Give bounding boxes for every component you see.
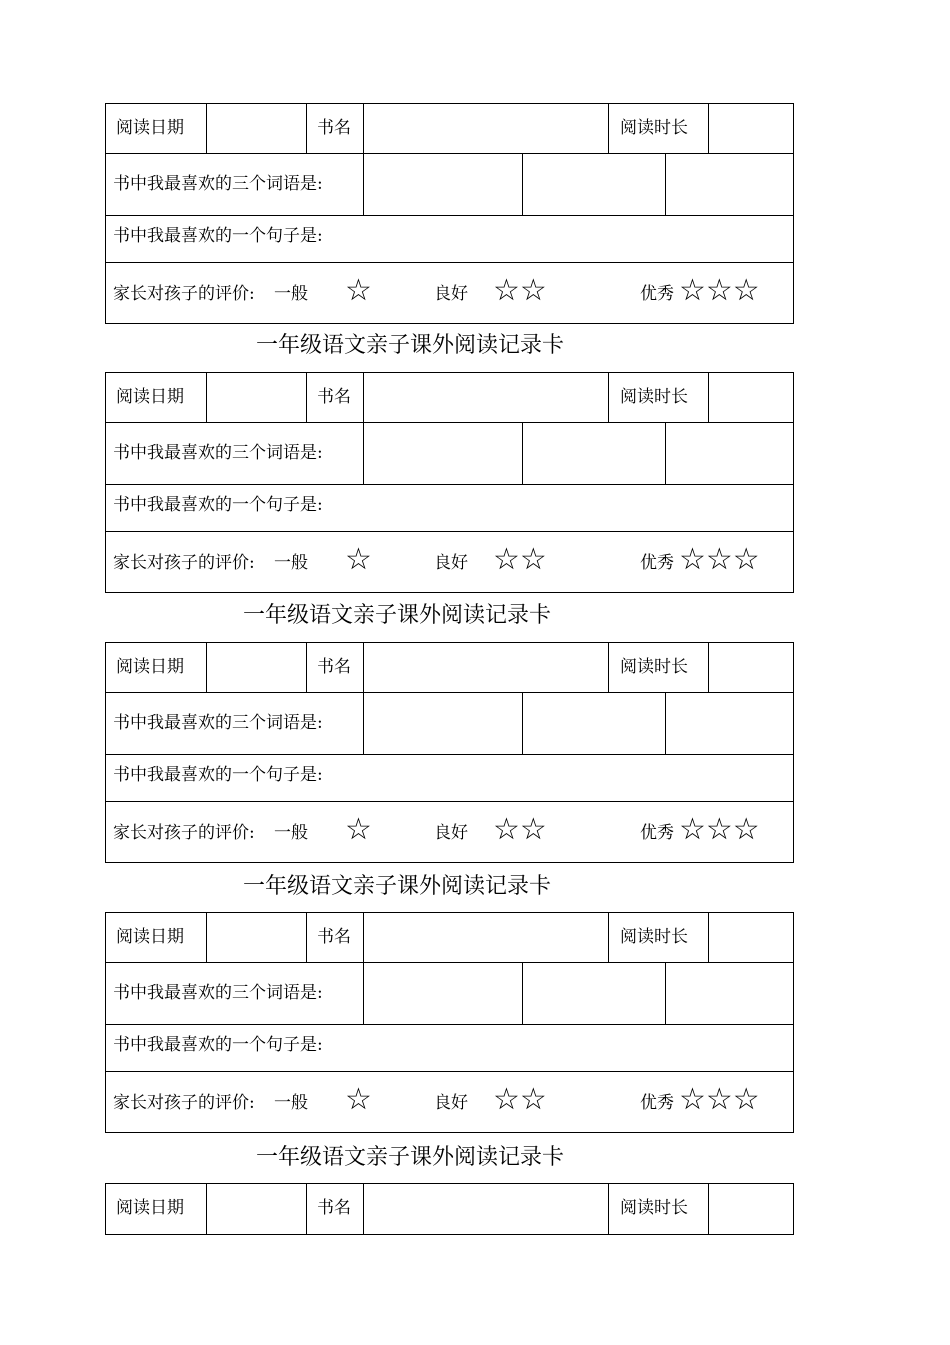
words-row [106, 693, 793, 755]
level-excellent-label: 优秀 [640, 284, 674, 304]
sentence-row [106, 216, 793, 263]
two-star-icon: ☆☆ [493, 273, 547, 308]
level-excellent-label: 优秀 [640, 1093, 674, 1113]
date-label: 阅读日期 [116, 657, 184, 677]
duration-label: 阅读时长 [620, 118, 688, 138]
sentence-label: 书中我最喜欢的一个句子是: [113, 226, 323, 246]
card-title: 一年级语文亲子课外阅读记录卡 [243, 603, 552, 628]
card-table [105, 642, 794, 863]
duration-label: 阅读时长 [620, 657, 688, 677]
three-star-icon: ☆☆☆ [679, 542, 760, 577]
header-row [106, 913, 793, 963]
book-label: 书名 [317, 657, 351, 677]
level-general-label: 一般 [274, 553, 308, 573]
evaluation-label: 家长对孩子的评价: [113, 553, 255, 573]
book-label: 书名 [317, 118, 351, 138]
level-good-label: 良好 [434, 284, 468, 304]
reading-card-3 [105, 642, 794, 863]
one-star-icon: ☆ [345, 542, 372, 577]
reading-card-1 [105, 103, 794, 324]
level-excellent-label: 优秀 [640, 553, 674, 573]
date-label: 阅读日期 [116, 927, 184, 947]
one-star-icon: ☆ [345, 812, 372, 847]
evaluation-row [106, 263, 793, 323]
duration-label: 阅读时长 [620, 1198, 688, 1218]
sentence-label: 书中我最喜欢的一个句子是: [113, 1035, 323, 1055]
book-label: 书名 [317, 927, 351, 947]
evaluation-row [106, 532, 793, 592]
level-excellent-label: 优秀 [640, 823, 674, 843]
header-row [106, 373, 793, 423]
two-star-icon: ☆☆ [493, 812, 547, 847]
level-good-label: 良好 [434, 823, 468, 843]
level-general-label: 一般 [274, 823, 308, 843]
evaluation-row [106, 1072, 793, 1132]
level-general-label: 一般 [274, 1093, 308, 1113]
words-label: 书中我最喜欢的三个词语是: [113, 713, 323, 733]
three-star-icon: ☆☆☆ [679, 812, 760, 847]
header-row [106, 643, 793, 693]
book-label: 书名 [317, 1198, 351, 1218]
level-general-label: 一般 [274, 284, 308, 304]
one-star-icon: ☆ [345, 273, 372, 308]
card-table [105, 372, 794, 593]
header-row [106, 1184, 793, 1234]
reading-card-5 [105, 1183, 794, 1235]
reading-card-2 [105, 372, 794, 593]
level-good-label: 良好 [434, 553, 468, 573]
card-table [105, 103, 794, 324]
date-label: 阅读日期 [116, 387, 184, 407]
sentence-row [106, 1025, 793, 1072]
date-label: 阅读日期 [116, 118, 184, 138]
card-title: 一年级语文亲子课外阅读记录卡 [256, 333, 565, 358]
duration-label: 阅读时长 [620, 927, 688, 947]
words-row [106, 423, 793, 485]
words-label: 书中我最喜欢的三个词语是: [113, 443, 323, 463]
words-row [106, 963, 793, 1025]
book-label: 书名 [317, 387, 351, 407]
two-star-icon: ☆☆ [493, 542, 547, 577]
three-star-icon: ☆☆☆ [679, 273, 760, 308]
sentence-label: 书中我最喜欢的一个句子是: [113, 495, 323, 515]
sentence-label: 书中我最喜欢的一个句子是: [113, 765, 323, 785]
date-label: 阅读日期 [116, 1198, 184, 1218]
two-star-icon: ☆☆ [493, 1082, 547, 1117]
card-table [105, 912, 794, 1133]
card-table [105, 1183, 794, 1235]
evaluation-label: 家长对孩子的评价: [113, 823, 255, 843]
header-row [106, 104, 793, 154]
card-title: 一年级语文亲子课外阅读记录卡 [256, 1145, 565, 1170]
evaluation-label: 家长对孩子的评价: [113, 1093, 255, 1113]
duration-label: 阅读时长 [620, 387, 688, 407]
reading-card-4 [105, 912, 794, 1133]
words-label: 书中我最喜欢的三个词语是: [113, 174, 323, 194]
three-star-icon: ☆☆☆ [679, 1082, 760, 1117]
evaluation-row [106, 802, 793, 862]
evaluation-label: 家长对孩子的评价: [113, 284, 255, 304]
words-row [106, 154, 793, 216]
words-label: 书中我最喜欢的三个词语是: [113, 983, 323, 1003]
card-title: 一年级语文亲子课外阅读记录卡 [243, 874, 552, 899]
one-star-icon: ☆ [345, 1082, 372, 1117]
level-good-label: 良好 [434, 1093, 468, 1113]
sentence-row [106, 755, 793, 802]
sentence-row [106, 485, 793, 532]
